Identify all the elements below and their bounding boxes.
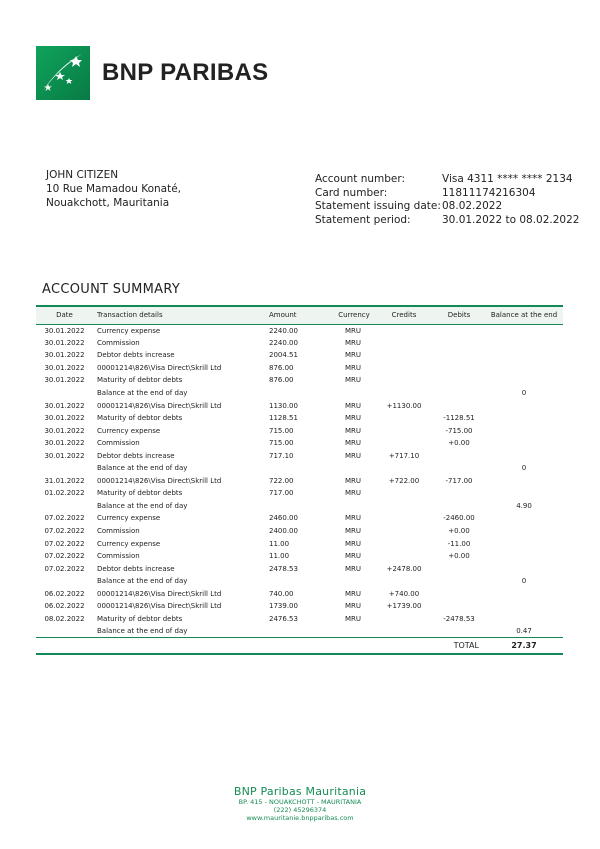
footer-address: BP. 415 - NOUAKCHOTT - MAURITANIA	[238, 798, 362, 806]
cell-currency: MRU	[345, 451, 362, 460]
col-header-details: Transaction details	[93, 307, 265, 324]
table-bottom-rule	[36, 653, 563, 655]
table-row	[36, 349, 563, 362]
cell-currency: MRU	[345, 363, 362, 372]
field-value: Visa 4311 **** **** 2134	[442, 173, 573, 185]
cell-balance	[485, 412, 563, 425]
cell-debits	[433, 324, 485, 337]
cell-balance	[485, 587, 563, 600]
cell-debits	[433, 587, 485, 600]
cell-currency: MRU	[345, 514, 362, 523]
table-row	[36, 525, 563, 538]
table-header-row	[36, 307, 563, 324]
cell-amount	[265, 625, 333, 638]
cell-debits: -2478.53	[443, 614, 475, 623]
cell-debits	[433, 600, 485, 613]
cell-debits	[433, 575, 485, 588]
cell-currency: MRU	[345, 326, 362, 335]
cell-date: 08.02.2022	[44, 614, 85, 623]
cell-amount: 715.00	[269, 439, 294, 448]
cell-amount: 2478.53	[269, 564, 298, 573]
cell-balance	[485, 399, 563, 412]
col-header-amount: Amount	[265, 307, 333, 324]
cell-balance	[485, 349, 563, 362]
cell-date: 07.02.2022	[44, 514, 85, 523]
cell-debits	[433, 399, 485, 412]
cell-details: Balance at the end of day	[97, 627, 188, 636]
table-row	[36, 575, 563, 588]
cell-currency: MRU	[345, 376, 362, 385]
cell-balance	[485, 475, 563, 488]
cell-currency: MRU	[345, 614, 362, 623]
footer-phone: (222) 45296374	[273, 806, 327, 814]
cell-date: 30.01.2022	[44, 414, 85, 423]
table-row	[36, 512, 563, 525]
cell-debits	[433, 337, 485, 350]
cell-amount	[265, 575, 333, 588]
account-summary-table	[36, 307, 563, 653]
field-value: 08.02.2022	[442, 200, 503, 212]
cell-currency: MRU	[345, 338, 362, 347]
cell-balance	[485, 525, 563, 538]
cell-date	[36, 575, 93, 588]
cell-credits	[375, 374, 433, 387]
bnp-stars-logo-icon	[36, 46, 90, 100]
cell-currency: MRU	[345, 552, 362, 561]
section-title: ACCOUNT SUMMARY	[42, 282, 181, 297]
cell-date: 30.01.2022	[44, 451, 85, 460]
cell-debits	[433, 562, 485, 575]
cell-debits	[433, 349, 485, 362]
total-value: 27.37	[485, 638, 563, 653]
brand-name: BNP PARIBAS	[102, 59, 269, 86]
cell-credits: +717.10	[388, 451, 420, 460]
cell-credits	[375, 525, 433, 538]
cell-date	[36, 500, 93, 513]
cell-balance: 0	[521, 389, 527, 397]
cell-currency: MRU	[345, 489, 362, 498]
cell-currency: MRU	[345, 602, 362, 611]
cell-credits: +740.00	[388, 589, 420, 598]
col-header-balance: Balance at the end	[485, 307, 563, 324]
table-row	[36, 462, 563, 475]
table-row	[36, 424, 563, 437]
field-value: 11811174216304	[442, 186, 536, 199]
cell-currency	[333, 387, 375, 400]
cell-details: Balance at the end of day	[97, 577, 188, 586]
table-row	[36, 475, 563, 488]
cell-date: 30.01.2022	[44, 338, 85, 347]
cell-amount: 2400.00	[269, 527, 298, 536]
cell-currency: MRU	[345, 401, 362, 410]
customer-name: JOHN CITIZEN	[46, 169, 119, 181]
footer-bank-name: BNP Paribas Mauritania	[233, 785, 367, 798]
bnp-logo	[36, 46, 90, 100]
cell-amount: 2476.53	[269, 614, 298, 623]
total-label: TOTAL	[433, 638, 485, 653]
cell-debits: +0.00	[448, 552, 470, 561]
cell-date	[36, 387, 93, 400]
cell-credits	[375, 349, 433, 362]
cell-debits	[433, 449, 485, 462]
cell-amount: 2004.51	[269, 351, 298, 360]
table-row	[36, 374, 563, 387]
footer-website[interactable]: www.mauritanie.bnpparibas.com	[246, 814, 354, 822]
cell-amount: 717.10	[269, 451, 294, 460]
cell-debits: -717.00	[445, 476, 473, 485]
cell-details: Commission	[97, 439, 140, 448]
cell-details: 00001214\826\Visa Direct\Skrill Ltd	[97, 602, 222, 611]
cell-currency: MRU	[345, 589, 362, 598]
cell-details: Currency expense	[97, 514, 161, 523]
table-row	[36, 399, 563, 412]
cell-date: 30.01.2022	[44, 351, 85, 360]
field-label: Statement issuing date:	[315, 200, 441, 212]
cell-balance	[485, 449, 563, 462]
cell-amount	[265, 500, 333, 513]
cell-amount: 11.00	[269, 552, 290, 561]
table-row	[36, 625, 563, 638]
cell-amount	[265, 387, 333, 400]
card-number-row	[315, 187, 579, 201]
cell-balance: 0	[521, 577, 527, 586]
cell-debits: -715.00	[445, 426, 473, 435]
cell-amount: 1130.00	[269, 401, 298, 410]
cell-details: Debtor debts increase	[97, 451, 175, 460]
table-row	[36, 587, 563, 600]
cell-credits	[375, 613, 433, 626]
cell-debits: +0.00	[448, 439, 470, 448]
footer	[0, 785, 600, 822]
cell-date: 30.01.2022	[44, 426, 85, 435]
cell-credits	[375, 575, 433, 588]
cell-credits	[375, 337, 433, 350]
cell-currency: MRU	[345, 351, 362, 360]
cell-balance	[485, 487, 563, 500]
cell-credits	[375, 437, 433, 450]
cell-currency: MRU	[345, 476, 362, 485]
cell-details: Maturity of debtor debts	[97, 489, 183, 498]
cell-currency: MRU	[345, 564, 362, 573]
cell-balance	[485, 537, 563, 550]
cell-balance	[485, 600, 563, 613]
col-header-debits: Debits	[433, 307, 485, 324]
issuing-date-row	[315, 200, 579, 214]
field-label: Card number:	[315, 186, 388, 199]
cell-details: Currency expense	[97, 539, 161, 548]
cell-debits: -2460.00	[443, 514, 475, 523]
table-row	[36, 324, 563, 337]
cell-balance: 4.90	[516, 501, 532, 510]
cell-details: 00001214\826\Visa Direct\Skrill Ltd	[97, 476, 222, 485]
cell-date: 31.01.2022	[44, 476, 85, 485]
cell-amount: 2460.00	[269, 514, 298, 523]
cell-amount: 1128.51	[269, 414, 298, 423]
cell-debits	[433, 625, 485, 638]
cell-debits	[433, 500, 485, 513]
customer-block	[46, 168, 181, 210]
cell-amount: 876.00	[269, 376, 294, 385]
cell-balance	[485, 374, 563, 387]
account-summary-table-wrap	[36, 305, 563, 655]
cell-date	[36, 462, 93, 475]
cell-balance	[485, 362, 563, 375]
cell-date	[36, 625, 93, 638]
cell-credits	[375, 362, 433, 375]
cell-date: 30.01.2022	[44, 363, 85, 372]
table-row	[36, 337, 563, 350]
cell-currency: MRU	[345, 527, 362, 536]
cell-credits	[375, 500, 433, 513]
cell-debits	[433, 374, 485, 387]
cell-credits: +1130.00	[386, 401, 422, 410]
cell-balance	[485, 337, 563, 350]
cell-debits: -11.00	[447, 539, 471, 548]
cell-currency	[333, 500, 375, 513]
cell-date: 01.02.2022	[44, 489, 85, 498]
cell-currency: MRU	[345, 414, 362, 423]
cell-details: 00001214\826\Visa Direct\Skrill Ltd	[97, 363, 222, 372]
cell-credits	[375, 412, 433, 425]
table-row	[36, 550, 563, 563]
cell-balance	[485, 613, 563, 626]
cell-details: Currency expense	[97, 426, 161, 435]
table-row	[36, 500, 563, 513]
table-row	[36, 600, 563, 613]
cell-credits	[375, 387, 433, 400]
cell-amount: 2240.00	[269, 326, 298, 335]
customer-address-line2: Nouakchott, Mauritania	[46, 197, 170, 209]
cell-amount: 717.00	[269, 489, 294, 498]
cell-amount: 715.00	[269, 426, 294, 435]
cell-currency: MRU	[345, 539, 362, 548]
cell-debits	[433, 462, 485, 475]
table-row	[36, 487, 563, 500]
field-label: Statement period:	[315, 213, 411, 226]
cell-details: Maturity of debtor debts	[97, 414, 183, 423]
table-row	[36, 362, 563, 375]
account-number-row	[315, 173, 579, 187]
table-row	[36, 537, 563, 550]
cell-debits: +0.00	[448, 527, 470, 536]
col-header-currency: Currency	[333, 307, 375, 324]
table-row	[36, 449, 563, 462]
cell-currency: MRU	[345, 439, 362, 448]
cell-currency	[333, 625, 375, 638]
cell-credits: +2478.00	[386, 564, 422, 573]
table-row	[36, 387, 563, 400]
cell-debits	[433, 362, 485, 375]
cell-date: 30.01.2022	[44, 326, 85, 335]
cell-date: 30.01.2022	[44, 376, 85, 385]
table-row	[36, 562, 563, 575]
cell-date: 06.02.2022	[44, 589, 85, 598]
col-header-credits: Credits	[375, 307, 433, 324]
cell-date: 07.02.2022	[44, 564, 85, 573]
cell-balance: 0.47	[516, 627, 532, 636]
cell-credits: +722.00	[388, 476, 420, 485]
cell-date: 07.02.2022	[44, 552, 85, 561]
cell-details: Debtor debts increase	[97, 564, 175, 573]
cell-amount: 2240.00	[269, 338, 298, 347]
cell-credits	[375, 324, 433, 337]
cell-amount: 11.00	[269, 539, 290, 548]
cell-credits	[375, 537, 433, 550]
cell-details: Maturity of debtor debts	[97, 376, 183, 385]
cell-details: Currency expense	[97, 326, 161, 335]
cell-date: 30.01.2022	[44, 401, 85, 410]
cell-balance: 0	[521, 464, 527, 473]
cell-details: Maturity of debtor debts	[97, 614, 183, 623]
cell-amount: 876.00	[269, 363, 294, 372]
table-row	[36, 412, 563, 425]
cell-currency	[333, 462, 375, 475]
cell-credits	[375, 462, 433, 475]
cell-debits	[433, 487, 485, 500]
cell-details: Commission	[97, 338, 140, 347]
cell-balance	[485, 424, 563, 437]
cell-currency	[333, 575, 375, 588]
cell-date: 30.01.2022	[44, 439, 85, 448]
cell-currency: MRU	[345, 426, 362, 435]
field-value: 30.01.2022 to 08.02.2022	[442, 213, 580, 226]
cell-balance	[485, 512, 563, 525]
cell-date: 07.02.2022	[44, 527, 85, 536]
cell-credits	[375, 487, 433, 500]
cell-details: 00001214\826\Visa Direct\Skrill Ltd	[97, 401, 222, 410]
cell-debits	[433, 387, 485, 400]
cell-details: Commission	[97, 552, 140, 561]
statement-period-row	[315, 214, 579, 228]
cell-details: 00001214\826\Visa Direct\Skrill Ltd	[97, 589, 222, 598]
table-row	[36, 613, 563, 626]
cell-amount: 1739.00	[269, 602, 298, 611]
cell-amount: 740.00	[269, 589, 294, 598]
cell-details: Commission	[97, 527, 140, 536]
cell-balance	[485, 437, 563, 450]
table-row	[36, 437, 563, 450]
cell-credits	[375, 512, 433, 525]
cell-date: 07.02.2022	[44, 539, 85, 548]
field-label: Account number:	[315, 173, 406, 185]
cell-credits: +1739.00	[386, 602, 422, 611]
cell-balance	[485, 550, 563, 563]
cell-credits	[375, 550, 433, 563]
cell-debits: -1128.51	[443, 414, 475, 423]
cell-amount: 722.00	[269, 476, 294, 485]
cell-balance	[485, 324, 563, 337]
cell-details: Debtor debts increase	[97, 351, 175, 360]
account-details	[315, 173, 579, 227]
cell-credits	[375, 424, 433, 437]
cell-date: 06.02.2022	[44, 602, 85, 611]
cell-amount	[265, 462, 333, 475]
total-row	[36, 638, 563, 653]
cell-details: Balance at the end of day	[97, 464, 188, 473]
cell-balance	[485, 562, 563, 575]
cell-details: Balance at the end of day	[97, 501, 188, 510]
col-header-date: Date	[36, 307, 93, 324]
cell-details: Balance at the end of day	[97, 389, 188, 397]
cell-credits	[375, 625, 433, 638]
customer-address-line1: 10 Rue Mamadou Konaté,	[46, 183, 182, 195]
